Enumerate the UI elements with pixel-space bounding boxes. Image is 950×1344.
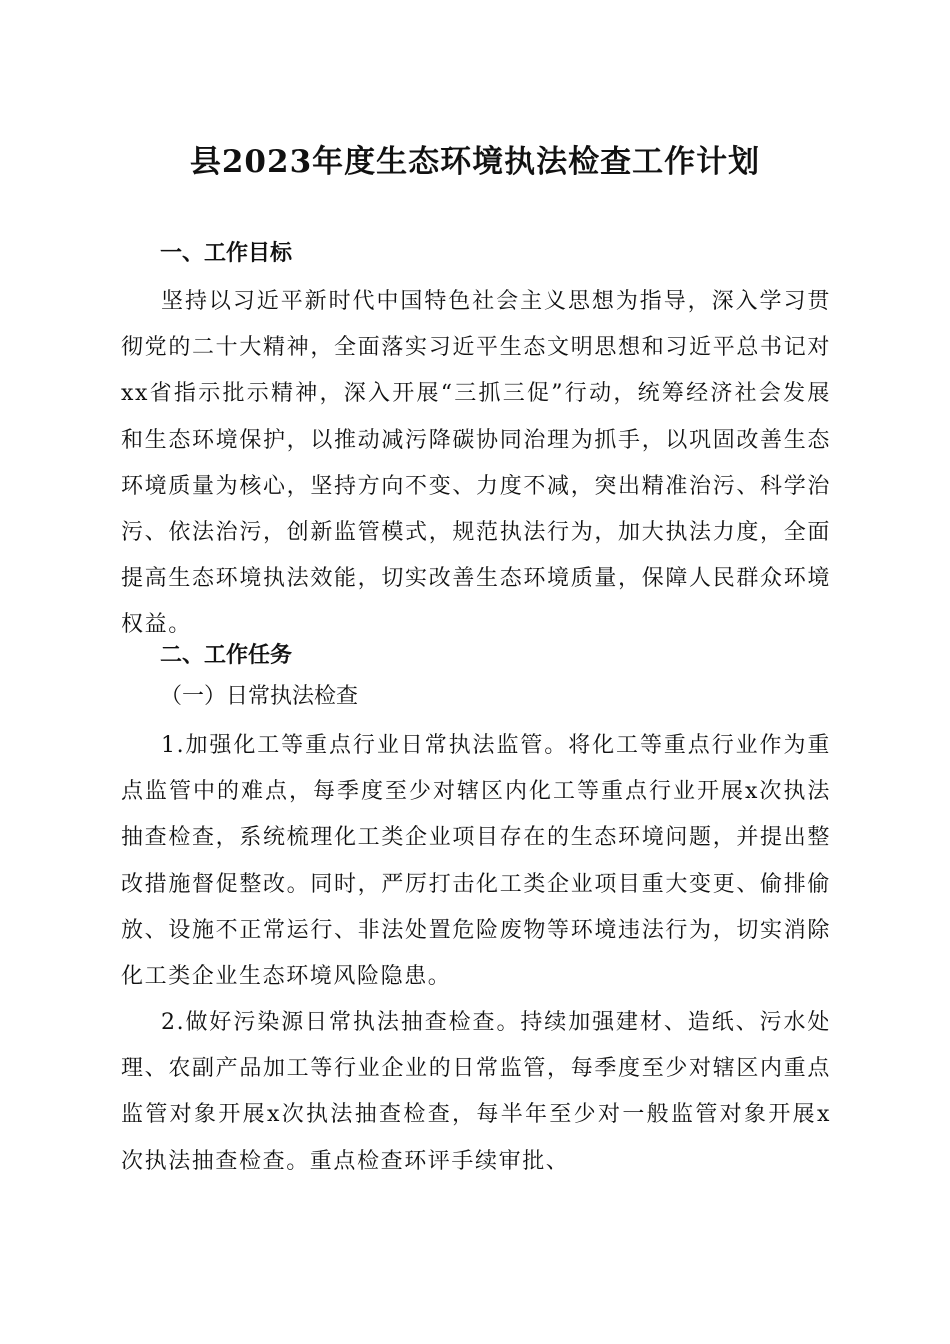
section-heading-tasks: 二、工作任务 [160, 642, 293, 668]
goals-paragraph: 坚持以习近平新时代中国特色社会主义思想为指导，深入学习贯彻党的二十大精神，全面落实习近平生态文明思想和习近平总书记对xx省指示批示精神，深入开展“三抓三促”行动，统筹经济社会发展和生态环境保护，以推动减污降碳协同治理为抓手，以巩固改善生态环境质量为核心，坚持方向不变、力度不减，突出精准治污、科学治污、依法治污，创新监管模式，规范执法行为，加大执法力度，全面提高生态环境执法效能，切实改善生态环境质量，保障人民群众环境权益。 [121, 289, 831, 638]
section-heading-goals: 一、工作目标 [160, 240, 293, 266]
document-title: 县2023年度生态环境执法检查工作计划 [189, 144, 761, 180]
task-item-2: 2.做好污染源日常执法抽查检查。持续加强建材、造纸、污水处理、农副产品加工等行业企业的日常监管，每季度至少对辖区内重点监管对象开展x次执法抽查检查，每半年至少对一般监管对象开展x次执法抽查检查。重点检查环评手续审批、 [121, 1010, 831, 1174]
subsection-heading-daily-inspection: （一）日常执法检查 [160, 684, 359, 709]
task-item-1: 1.加强化工等重点行业日常执法监管。将化工等重点行业作为重点监管中的难点，每季度至少对辖区内化工等重点行业开展x次执法抽查检查，系统梳理化工类企业项目存在的生态环境问题，并提出整改措施督促整改。同时，严厉打击化工类企业项目重大变更、偷排偷放、设施不正常运行、非法处置危险废物等环境违法行为，切实消除化工类企业生态环境风险隐患。 [121, 733, 831, 990]
